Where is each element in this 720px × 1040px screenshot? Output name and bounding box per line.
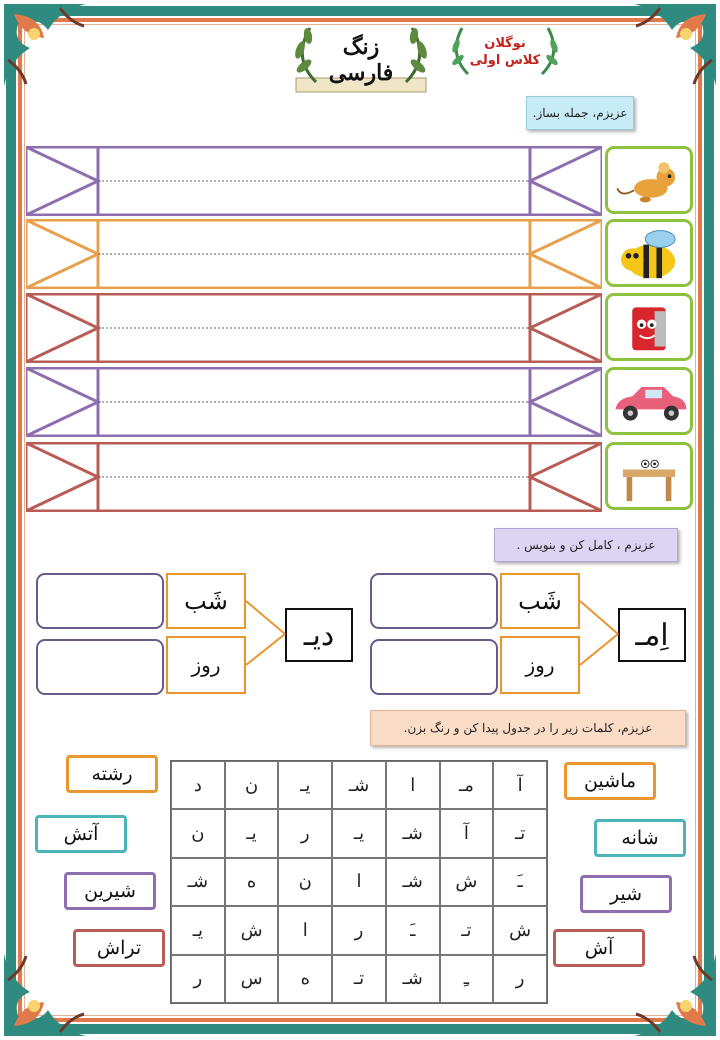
- sentence-banner[interactable]: [26, 146, 602, 216]
- instruction-make-sentence: عزیزم، جمله بساز.: [526, 96, 634, 130]
- mouse-icon: [608, 149, 690, 211]
- syllable-box: روز: [166, 636, 246, 694]
- grid-cell[interactable]: ا: [386, 761, 440, 809]
- grid-cell[interactable]: ن: [225, 761, 279, 809]
- grid-cell[interactable]: شـ: [332, 761, 386, 809]
- grid-cell[interactable]: ش: [225, 906, 279, 954]
- picture-frame: [605, 442, 693, 510]
- instruction-find-color: عزیزم، کلمات زیر را در جدول پیدا کن و رنگ بزن.: [370, 710, 686, 746]
- word-tag: رشته: [66, 755, 158, 793]
- grid-cell[interactable]: ـِ: [440, 955, 494, 1003]
- syllable-box: شَب: [500, 573, 580, 629]
- grid-cell[interactable]: تـ: [440, 906, 494, 954]
- table-icon: [608, 445, 690, 507]
- grid-cell[interactable]: یـ: [171, 906, 225, 954]
- grid-cell[interactable]: شـ: [386, 858, 440, 906]
- bee-icon: [608, 222, 690, 284]
- class-badge: [446, 24, 564, 80]
- word-tag: شیر: [580, 875, 672, 913]
- answer-box[interactable]: [36, 573, 164, 629]
- grid-cell[interactable]: ـَ: [386, 906, 440, 954]
- sentence-banner[interactable]: [26, 442, 602, 512]
- grid-cell[interactable]: آ: [440, 809, 494, 857]
- grid-cell[interactable]: ـَ: [493, 858, 547, 906]
- grid-cell[interactable]: تـ: [493, 809, 547, 857]
- grid-cell[interactable]: ر: [493, 955, 547, 1003]
- grid-cell[interactable]: یـ: [225, 809, 279, 857]
- grid-cell[interactable]: مـ: [440, 761, 494, 809]
- sharpener-icon: [608, 296, 690, 358]
- picture-frame: [605, 367, 693, 435]
- answer-box[interactable]: [370, 639, 498, 695]
- grid-cell[interactable]: ه: [278, 955, 332, 1003]
- car-icon: [608, 370, 690, 432]
- syllable-box: روز: [500, 636, 580, 694]
- grid-cell[interactable]: شـ: [386, 955, 440, 1003]
- word-tag: ماشین: [564, 762, 656, 800]
- root-word-box: اِمـ: [618, 608, 686, 662]
- grid-cell[interactable]: ا: [278, 906, 332, 954]
- grid-cell[interactable]: ن: [171, 809, 225, 857]
- answer-box[interactable]: [36, 639, 164, 695]
- corner-ornament-icon: [630, 0, 720, 90]
- corner-ornament-icon: [0, 0, 90, 90]
- word-tag: تراش: [73, 929, 165, 967]
- grid-cell[interactable]: شـ: [386, 809, 440, 857]
- grid-cell[interactable]: ر: [171, 955, 225, 1003]
- sentence-banner[interactable]: [26, 293, 602, 363]
- subject-badge: [286, 22, 436, 98]
- grid-cell[interactable]: آ: [493, 761, 547, 809]
- syllable-box: شَب: [166, 573, 246, 629]
- word-search-grid: [170, 760, 548, 1004]
- word-tag: آش: [553, 929, 645, 967]
- word-tag: شیرین: [64, 872, 156, 910]
- subject-title-line1: زنگ: [342, 34, 380, 60]
- grid-cell[interactable]: ش: [493, 906, 547, 954]
- grid-cell[interactable]: س: [225, 955, 279, 1003]
- grid-cell[interactable]: ه: [225, 858, 279, 906]
- subject-title-line2: فارسی: [328, 60, 394, 86]
- sentence-banner[interactable]: [26, 219, 602, 289]
- grid-cell[interactable]: یـ: [332, 809, 386, 857]
- sentence-banner[interactable]: [26, 367, 602, 437]
- grid-cell[interactable]: د: [171, 761, 225, 809]
- class-title-line2: کلاس اولی: [469, 53, 541, 68]
- picture-frame: [605, 146, 693, 214]
- word-tag: شانه: [594, 819, 686, 857]
- grid-cell[interactable]: ش: [440, 858, 494, 906]
- grid-cell[interactable]: شـ: [171, 858, 225, 906]
- picture-frame: [605, 293, 693, 361]
- word-tag: آتش: [35, 815, 127, 853]
- class-title-line1: نوگلان: [484, 36, 526, 51]
- root-word-box: دیـ: [285, 608, 353, 662]
- grid-cell[interactable]: تـ: [332, 955, 386, 1003]
- instruction-complete-write: عزیزم ، کامل کن و بنویس .: [494, 528, 678, 562]
- picture-frame: [605, 219, 693, 287]
- answer-box[interactable]: [370, 573, 498, 629]
- grid-cell[interactable]: یـ: [278, 761, 332, 809]
- grid-cell[interactable]: ر: [332, 906, 386, 954]
- grid-cell[interactable]: ر: [278, 809, 332, 857]
- grid-cell[interactable]: ا: [332, 858, 386, 906]
- grid-cell[interactable]: ن: [278, 858, 332, 906]
